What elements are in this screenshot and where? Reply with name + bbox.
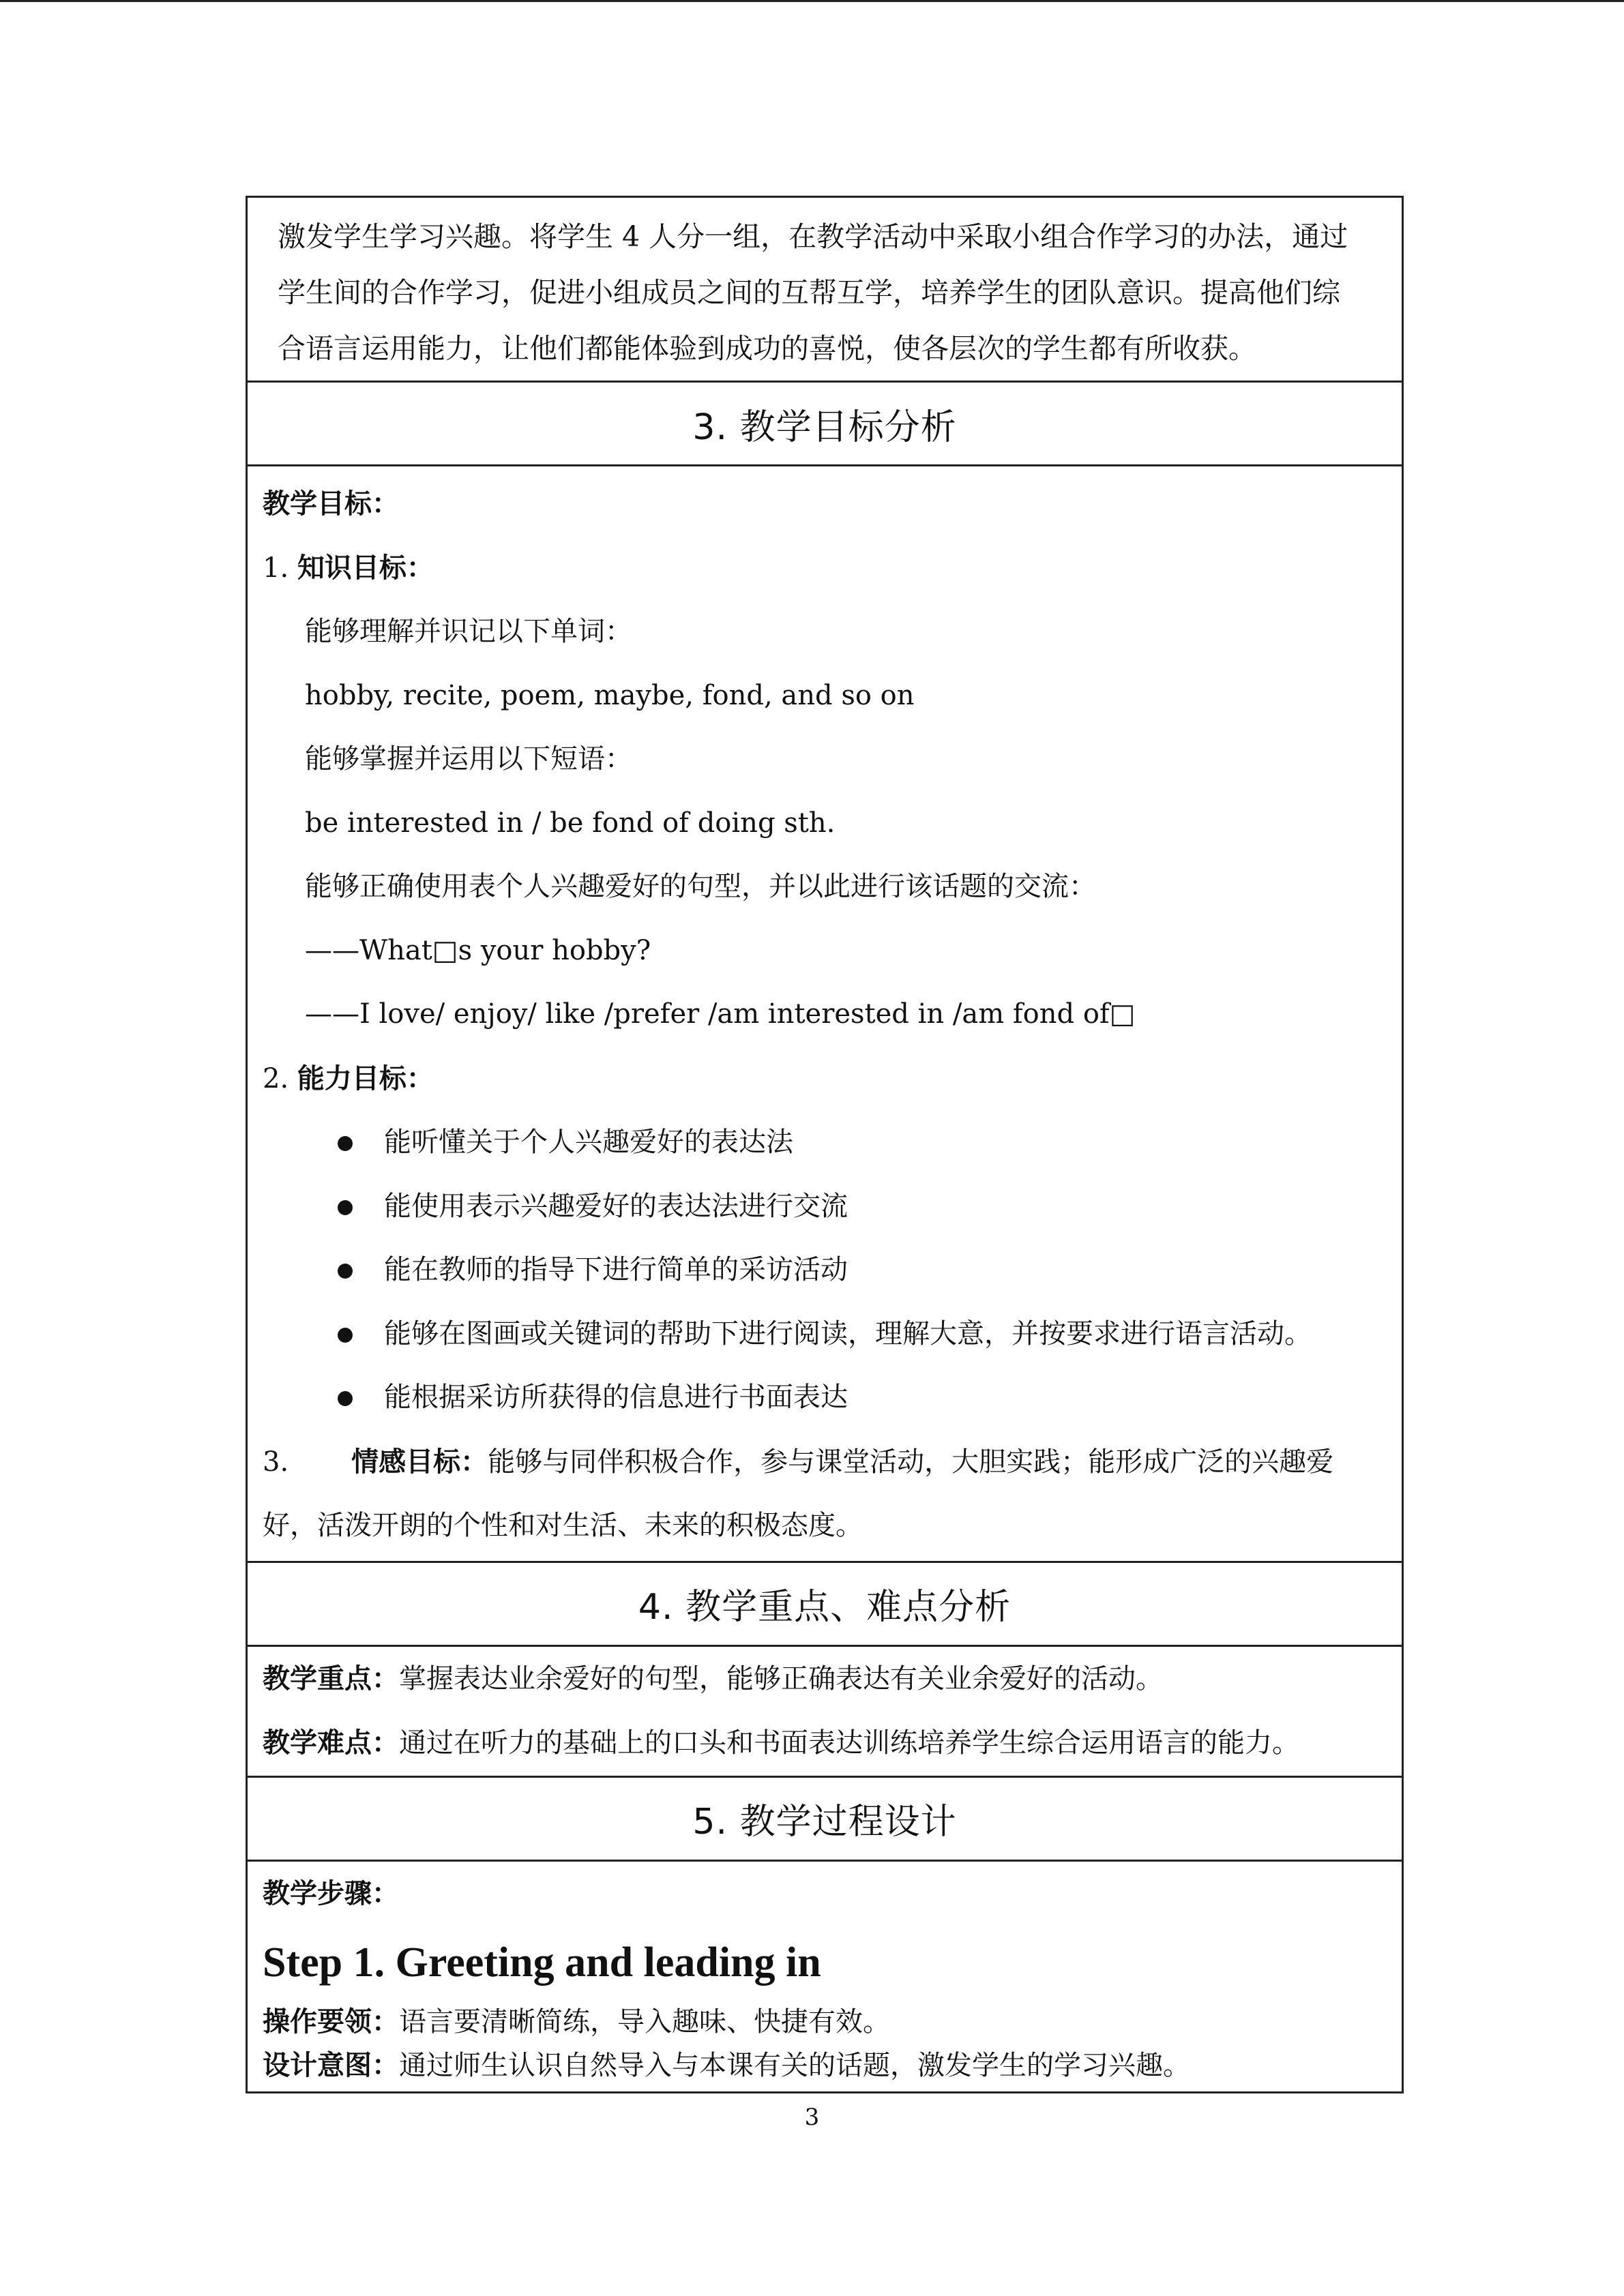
bullet-icon [338, 1391, 353, 1406]
top-border-line [0, 0, 1624, 2]
knowledge-goal-heading [263, 536, 1374, 601]
steps-label: 教学步骤： [263, 1877, 399, 1909]
difficult-point-line [263, 1711, 1374, 1776]
section-3-heading: 3. 教学目标分析 [248, 383, 1402, 466]
key-point-label: 教学重点： [263, 1662, 399, 1695]
bullet-icon [338, 1136, 353, 1151]
page-number: 3 [804, 2104, 820, 2131]
emotion-goal-text: 能够与同伴积极合作，参与课堂活动，大胆实践；能形成广泛的兴趣爱 [488, 1446, 1334, 1478]
bullet-icon [338, 1200, 353, 1215]
ability-bullet [263, 1238, 1374, 1302]
intro-line: 学生间的合作学习，促进小组成员之间的互帮互学，培养学生的团队意识。提高他们综 [278, 276, 1340, 309]
lesson-plan-table [246, 196, 1404, 2093]
ability-bullet-text: 能够在图画或关键词的帮助下进行阅读，理解大意，并按要求进行语言活动。 [384, 1317, 1312, 1350]
ability-bullet-text: 能在教师的指导下进行简单的采访活动 [384, 1254, 848, 1285]
operation-line [263, 2000, 1374, 2044]
emotion-goal-line-2: 好，活泼开朗的个性和对生活、未来的积极态度。 [263, 1510, 863, 1541]
key-point-text: 掌握表达业余爱好的句型，能够正确表达有关业余爱好的活动。 [399, 1663, 1163, 1695]
knowledge-line: ——I love/ enjoy/ like /prefer /am interested in /am fond of□ [305, 998, 1136, 1030]
bullet-icon [338, 1328, 353, 1343]
knowledge-line: 能够正确使用表个人兴趣爱好的句型，并以此进行该话题的交流： [305, 871, 1096, 902]
intent-text: 通过师生认识自然导入与本课有关的话题，激发学生的学习兴趣。 [399, 2050, 1190, 2081]
ability-bullet-text: 能根据采访所获得的信息进行书面表达 [384, 1382, 848, 1413]
knowledge-goal-number: 1. [263, 552, 289, 584]
ability-bullet-text: 能使用表示兴趣爱好的表达法进行交流 [384, 1190, 848, 1222]
knowledge-line: ——What□s your hobby? [305, 934, 651, 966]
emotion-goal-number: 3. [263, 1446, 289, 1478]
bullet-icon [338, 1264, 353, 1279]
knowledge-line: 能够掌握并运用以下短语： [305, 743, 632, 775]
key-point-line [263, 1647, 1374, 1712]
operation-label: 操作要领： [263, 2006, 399, 2038]
section-5-body [248, 1862, 1402, 2092]
ability-bullet-text: 能听懂关于个人兴趣爱好的表达法 [384, 1127, 793, 1158]
section-4-body [248, 1647, 1402, 1778]
emotion-goal-line [263, 1430, 1374, 1495]
goals-label: 教学目标： [263, 488, 399, 520]
intro-row [248, 198, 1402, 383]
ability-bullet [263, 1366, 1374, 1430]
knowledge-line: 能够理解并识记以下单词： [305, 616, 632, 647]
ability-bullet [263, 1302, 1374, 1367]
section-4-heading: 4. 教学重点、难点分析 [248, 1563, 1402, 1647]
section-3-body [248, 466, 1402, 1563]
section-5-heading: 5. 教学过程设计 [248, 1778, 1402, 1862]
emotion-goal-label: 情感目标： [351, 1445, 488, 1478]
ability-bullet [263, 1111, 1374, 1175]
knowledge-line: hobby, recite, poem, maybe, fond, and so on [305, 679, 915, 711]
ability-goal-heading [263, 1047, 1374, 1112]
step-1-title: Step 1. Greeting and leading in [263, 1939, 821, 1986]
knowledge-goal-label: 知识目标： [297, 551, 434, 584]
knowledge-line: be interested in / be fond of doing sth. [305, 807, 836, 839]
operation-text: 语言要清晰简练，导入趣味、快捷有效。 [399, 2006, 890, 2038]
ability-goal-number: 2. [263, 1062, 289, 1094]
ability-goal-label: 能力目标： [297, 1062, 434, 1094]
intent-line [263, 2044, 1374, 2087]
intent-label: 设计意图： [263, 2049, 399, 2081]
intro-line: 激发学生学习兴趣。将学生 4 人分一组，在教学活动中采取小组合作学习的办法，通过 [278, 220, 1348, 253]
difficult-point-label: 教学难点： [263, 1727, 399, 1759]
ability-bullet [263, 1175, 1374, 1239]
difficult-point-text: 通过在听力的基础上的口头和书面表达训练培养学生综合运用语言的能力。 [399, 1727, 1299, 1759]
intro-line: 合语言运用能力，让他们都能体验到成功的喜悦，使各层次的学生都有所收获。 [278, 332, 1256, 365]
